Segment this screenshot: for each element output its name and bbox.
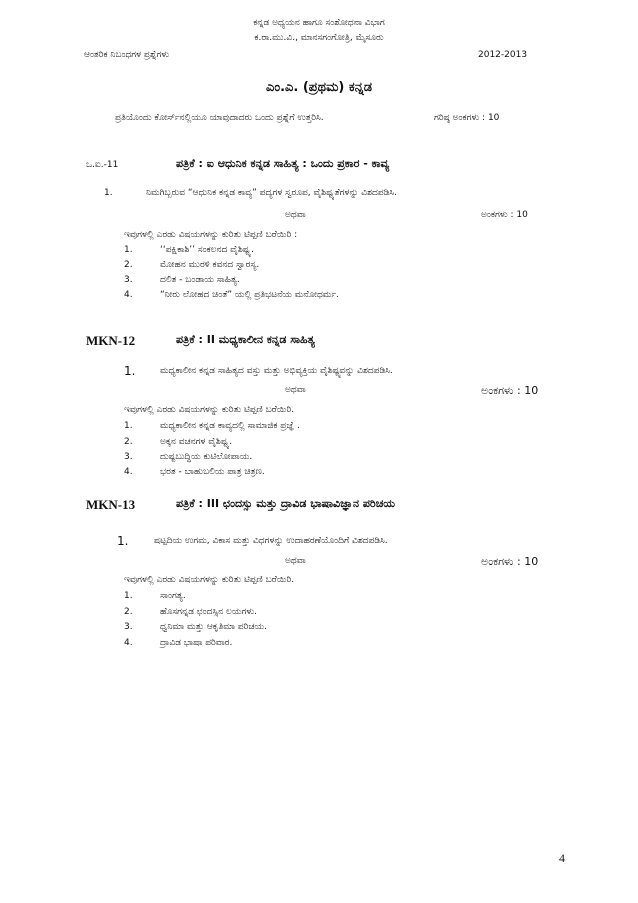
item-text: “ನೀರು ಲೋಹದ ಚಿಂತೆ” ಯಲ್ಲಿ ಪ್ರತಿಭಟನೆಯ ಮನೋಧರ್ಮ. [160, 290, 339, 300]
item-text: ಧ್ವನಿಮಾ ಮತ್ತು ಆಕೃತಿಮಾ ಪರಿಚಯ. [160, 622, 267, 632]
item-number: 4. [124, 638, 133, 648]
course-title: ಪತ್ರಿಕೆ : II ಮಧ್ಯಕಾಲೀನ ಕನ್ನಡ ಸಾಹಿತ್ಯ [176, 333, 315, 346]
item-text: ಅಕ್ಕನ ವಚನಗಳ ವೈಶಿಷ್ಟ್ಯ. [160, 437, 233, 447]
marks-label: ಅಂಕಗಳು : 10 [481, 555, 539, 568]
or-label: ಅಥವಾ [285, 556, 306, 566]
header-left-label: ಆಂತರಿಕ ನಿಬಂಧಗಳ ಪ್ರಶ್ನೆಗಳು [84, 50, 170, 60]
marks-label: ಅಂಕಗಳು : 10 [481, 384, 539, 397]
or-label: ಅಥವಾ [285, 385, 306, 395]
course-code: ಒ.ಐ.-11 [86, 160, 119, 170]
marks-label: ಅಂಕಗಳು : 10 [481, 210, 528, 220]
course-code: MKN-13 [86, 497, 136, 512]
university-name: ಕ.ರಾ.ಮು.ವಿ., ಮಾನಸಗಂಗೋತ್ರಿ, ಮೈಸೂರು [254, 33, 384, 43]
item-text: ಸಾಂಗತ್ಯ. [160, 591, 186, 601]
item-text: ‘‘ಪಕ್ಷಿಕಾಶಿ’’ ಸಂಕಲನದ ವೈಶಿಷ್ಟ್ಯ. [160, 245, 254, 255]
item-text: ದ್ರಾವಿಡ ಭಾಷಾ ಪರಿವಾರ. [160, 638, 233, 648]
course-title: ಪತ್ರಿಕೆ : III ಛಂದಸ್ಸು ಮತ್ತು ದ್ರಾವಿಡ ಭಾಷಾವಿಜ್ಞಾನ ಪರಿಚಯ [176, 497, 395, 510]
question-text: ಮಧ್ಯಕಾಲೀನ ಕನ್ನಡ ಸಾಹಿತ್ಯದ ವಸ್ತು ಮತ್ತು ಅಭಿವ್ಯಕ್ತಿಯ ವೈಶಿಷ್ಟ್ಯವನ್ನು ವಿಶದಪಡಿಸಿ. [160, 366, 393, 376]
item-text: ಮಧ್ಯಕಾಲೀನ ಕನ್ನಡ ಕಾವ್ಯದಲ್ಲಿ ಸಾಮಾಜಿಕ ಪ್ರಜ್ಞೆ . [160, 421, 300, 431]
item-number: 3. [124, 275, 133, 285]
sub-intro: ಇವುಗಳಲ್ಲಿ ಎರಡು ವಿಷಯಗಳನ್ನು ಕುರಿತು ಟಿಪ್ಪಣಿ ಬರೆಯಿರಿ. [124, 575, 295, 585]
question-text: ಷಟ್ಪದಿಯ ಉಗಮ, ವಿಕಾಸ ಮತ್ತು ವಿಧಗಳನ್ನು ಉದಾಹರಣೆಯೊಂದಿಗೆ ವಿಶದಪಡಿಸಿ. [154, 536, 388, 546]
sub-intro: ಇವುಗಳಲ್ಲಿ ಎರಡು ವಿಷಯಗಳನ್ನು ಕುರಿತು ಟಿಪ್ಪಣಿ ಬರೆಯಿರಿ : [124, 230, 298, 240]
item-text: ದಲಿತ - ಬಂಡಾಯ ಸಾಹಿತ್ಯ. [160, 275, 240, 285]
item-number: 4. [124, 290, 133, 300]
question-number: 1. [117, 534, 129, 548]
academic-year: 2012-2013 [478, 50, 528, 60]
page-number: 4 [559, 851, 565, 865]
item-number: 1. [124, 245, 133, 255]
course-code: MKN-12 [86, 333, 136, 348]
item-number: 3. [124, 452, 133, 462]
item-number: 1. [124, 421, 133, 431]
item-number: 3. [124, 622, 133, 632]
or-label: ಅಥವಾ [285, 210, 306, 220]
department-name: ಕನ್ನಡ ಅಧ್ಯಯನ ಹಾಗೂ ಸಂಶೋಧನಾ ವಿಭಾಗ [253, 18, 385, 28]
page-title: ಎಂ.ಎ. (ಪ್ರಥಮ) ಕನ್ನಡ [265, 80, 373, 95]
item-number: 2. [124, 437, 133, 447]
item-text: ದುಷ್ಟಬುದ್ಧಿಯ ಕುಟಿಲೋಪಾಯ. [160, 452, 253, 462]
question-number: 1. [124, 364, 136, 378]
item-number: 2. [124, 260, 133, 270]
item-number: 2. [124, 607, 133, 617]
item-number: 4. [124, 467, 133, 477]
item-text: ಭರತ - ಬಾಹುಬಲಿಯ ಪಾತ್ರ ಚಿತ್ರಣ. [160, 467, 265, 477]
course-title: ಪತ್ರಿಕೆ : ಐ ಆಧುನಿಕ ಕನ್ನಡ ಸಾಹಿತ್ಯ : ಒಂದು ಪ್ರಕಾರ - ಕಾವ್ಯ [176, 157, 390, 170]
max-marks: ಗರಿಷ್ಠ ಅಂಕಗಳು : 10 [434, 113, 500, 123]
item-text: ಹೊಸಗನ್ನಡ ಛಂದಸ್ಸಿನ ಲಯಗಳು. [160, 607, 257, 617]
item-text: ಮೋಹನ ಮುರಳಿ ಕವನದ ಸ್ವಾರಸ್ಯ. [160, 260, 260, 270]
question-text: ನಿಮಗಿಬ್ಬರುವ “ಆಧುನಿಕ ಕನ್ನಡ ಕಾವ್ಯ” ಪದ್ಯಗಳ ಸ್ವರೂಪ, ವೈಶಿಷ್ಟ್ಯತೆಗಳನ್ನು ವಿಶದಪಡಿಸಿ. [146, 188, 397, 198]
item-number: 1. [124, 591, 133, 601]
sub-intro: ಇವುಗಳಲ್ಲಿ ಎರಡು ವಿಷಯಗಳನ್ನು ಕುರಿತು ಟಿಪ್ಪಣಿ ಬರೆಯಿರಿ. [124, 405, 295, 415]
question-number: 1. [104, 188, 113, 198]
instructions: ಪ್ರತಿಯೊಂದು ಕೋರ್ಸ್‌ನಲ್ಲಿಯೂ ಯಾವುದಾದರು ಒಂದು ಪ್ರಶ್ನೆಗೆ ಉತ್ತರಿಸಿ. [115, 113, 324, 123]
